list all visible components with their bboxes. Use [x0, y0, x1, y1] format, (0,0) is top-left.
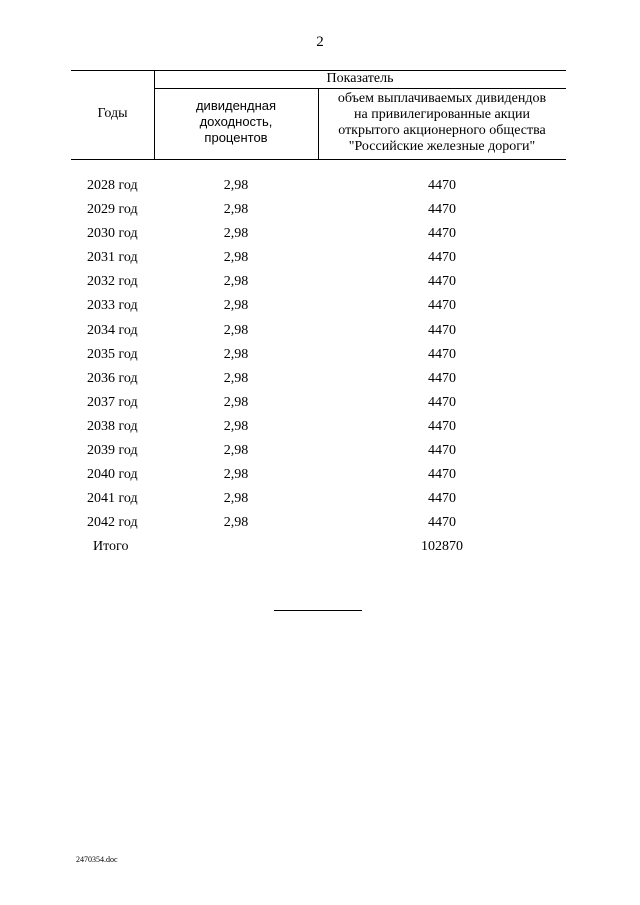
- cell-year: 2035 год: [87, 346, 138, 362]
- table-row: [71, 511, 566, 535]
- header-line: "Российские железные дороги": [348, 139, 536, 154]
- table-total-row: [71, 535, 566, 559]
- cell-yield: 2,98: [223, 370, 249, 386]
- table-row: [71, 246, 566, 270]
- cell-volume: 4470: [428, 491, 456, 507]
- cell-yield: 2,98: [223, 202, 249, 218]
- cell-volume: 4470: [428, 515, 456, 531]
- cell-year: 2042 год: [87, 515, 138, 531]
- total-label: Итого: [93, 539, 129, 554]
- cell-yield: 2,98: [223, 346, 249, 362]
- table-row: [71, 174, 566, 198]
- cell-year: 2029 год: [87, 202, 138, 218]
- total-volume: 102870: [421, 539, 463, 554]
- cell-volume: 4470: [428, 322, 456, 338]
- cell-year: 2030 год: [87, 226, 138, 242]
- table-row: [71, 391, 566, 415]
- table-row: [71, 319, 566, 343]
- table-group-rule: [154, 88, 566, 89]
- table-row: [71, 294, 566, 318]
- cell-volume: 4470: [428, 226, 456, 242]
- table-row: [71, 367, 566, 391]
- cell-yield: 2,98: [223, 322, 249, 338]
- footer-file-name: 2470354.doc: [76, 855, 118, 864]
- cell-yield: 2,98: [223, 178, 249, 193]
- cell-volume: 4470: [428, 370, 456, 386]
- table-row: [71, 439, 566, 463]
- column-group-header-indicator: Показатель: [326, 71, 394, 86]
- header-line: на привилегированные акции: [354, 107, 530, 122]
- cell-year: 2040 год: [87, 467, 138, 483]
- cell-volume: 4470: [428, 418, 456, 434]
- cell-year: 2041 год: [87, 491, 138, 507]
- cell-year: 2033 год: [87, 298, 138, 314]
- column-header-dividend-yield: [154, 98, 318, 146]
- header-line: открытого акционерного общества: [338, 123, 546, 138]
- cell-yield: 2,98: [223, 443, 249, 459]
- cell-volume: 4470: [428, 178, 456, 193]
- table-header: [71, 70, 566, 160]
- table-row: [71, 415, 566, 439]
- cell-yield: 2,98: [223, 491, 249, 507]
- table-row: [71, 463, 566, 487]
- cell-volume: 4470: [428, 443, 456, 459]
- table-row: [71, 222, 566, 246]
- cell-year: 2032 год: [87, 274, 138, 290]
- cell-year: 2034 год: [87, 322, 138, 338]
- cell-yield: 2,98: [223, 226, 249, 242]
- cell-volume: 4470: [428, 394, 456, 410]
- cell-year: 2028 год: [87, 178, 138, 193]
- column-header-dividend-volume: [318, 91, 566, 155]
- cell-yield: 2,98: [223, 467, 249, 483]
- cell-yield: 2,98: [223, 250, 249, 266]
- cell-yield: 2,98: [223, 418, 249, 434]
- cell-year: 2039 год: [87, 443, 138, 459]
- cell-volume: 4470: [428, 346, 456, 362]
- page-number: 2: [316, 34, 324, 50]
- table-row: [71, 198, 566, 222]
- cell-volume: 4470: [428, 250, 456, 266]
- table-row: [71, 270, 566, 294]
- table-body: [71, 174, 566, 535]
- cell-yield: 2,98: [223, 298, 249, 314]
- header-line: объем выплачиваемых дивидендов: [337, 91, 547, 106]
- table-row: [71, 487, 566, 511]
- cell-yield: 2,98: [223, 515, 249, 531]
- cell-year: 2038 год: [87, 418, 138, 434]
- end-of-document-rule: [274, 610, 362, 611]
- cell-year: 2031 год: [87, 250, 138, 266]
- cell-volume: 4470: [428, 274, 456, 290]
- cell-yield: 2,98: [223, 274, 249, 290]
- table-row: [71, 343, 566, 367]
- cell-year: 2037 год: [87, 394, 138, 410]
- header-line: доходность,: [199, 114, 273, 129]
- cell-volume: 4470: [428, 298, 456, 314]
- cell-volume: 4470: [428, 202, 456, 218]
- header-line: процентов: [204, 130, 268, 145]
- cell-year: 2036 год: [87, 370, 138, 386]
- column-header-years: Годы: [97, 106, 128, 121]
- cell-yield: 2,98: [223, 394, 249, 410]
- header-line: дивидендная: [195, 98, 277, 113]
- cell-volume: 4470: [428, 467, 456, 483]
